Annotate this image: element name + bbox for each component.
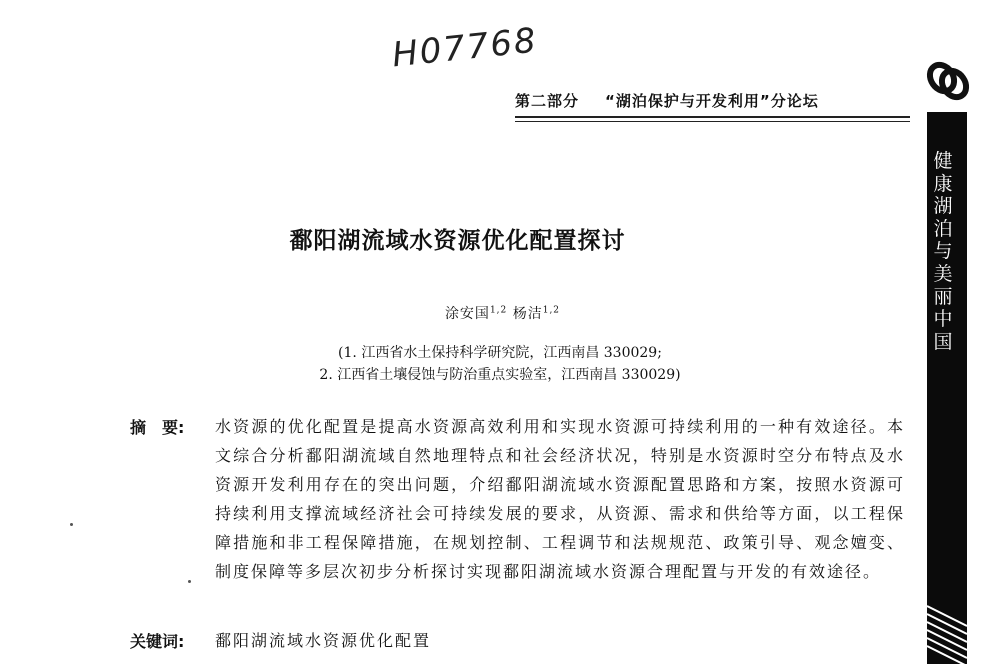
article-title: 鄱阳湖流域水资源优化配置探讨	[289, 228, 626, 254]
abstract-label: 摘 要:	[130, 418, 185, 437]
author-name: 杨洁	[512, 306, 543, 322]
affiliation-line: 2. 江西省土壤侵蚀与防治重点实验室，江西南昌 330029)	[319, 367, 681, 383]
header-rule-thin	[515, 121, 910, 122]
handwritten-note: H07768	[390, 20, 540, 76]
scan-speck	[188, 580, 191, 583]
affiliation-line: (1. 江西省水土保持科学研究院，江西南昌 330029;	[338, 345, 662, 361]
header-section: 第二部分	[515, 92, 580, 110]
keywords-label: 关键词:	[130, 632, 185, 651]
sidebar-theme-text: 健康湖泊与美丽中国	[933, 150, 953, 353]
hatch-pattern	[927, 600, 967, 664]
author-affiliation-mark: 1,2	[542, 305, 561, 316]
header-rule-thick	[515, 116, 910, 118]
keywords-text: 鄱阳湖流域水资源优化配置	[215, 631, 432, 650]
author-affiliation-mark: 1,2	[489, 305, 508, 316]
authors	[0, 303, 1000, 323]
abstract-text: 水资源的优化配置是提高水资源高效利用和实现水资源可持续利用的一种有效途径。本文综合分析鄱阳湖流域自然地理特点和社会经济状况，特别是水资源时空分布特点及水资源开发利用存在的突出问题，介绍鄱阳湖流域水资源配置思路和方案，按照水资源可持续利用支撑流域经济社会可持续发展的要求，从资源、需求和供给等方面，以工程保障措施和非工程保障措施，在规划控制、工程调节和法规规范、政策引导、观念嬗变、制度保障等多层次初步分析探讨实现鄱阳湖流域水资源合理配置与开发的有效途径。	[215, 417, 905, 581]
conference-logo-icon	[924, 58, 972, 106]
scan-speck	[70, 523, 73, 526]
running-header	[515, 90, 910, 111]
header-forum: “湖泊保护与开发利用”分论坛	[605, 92, 819, 110]
author-name: 涂安国	[444, 306, 490, 322]
